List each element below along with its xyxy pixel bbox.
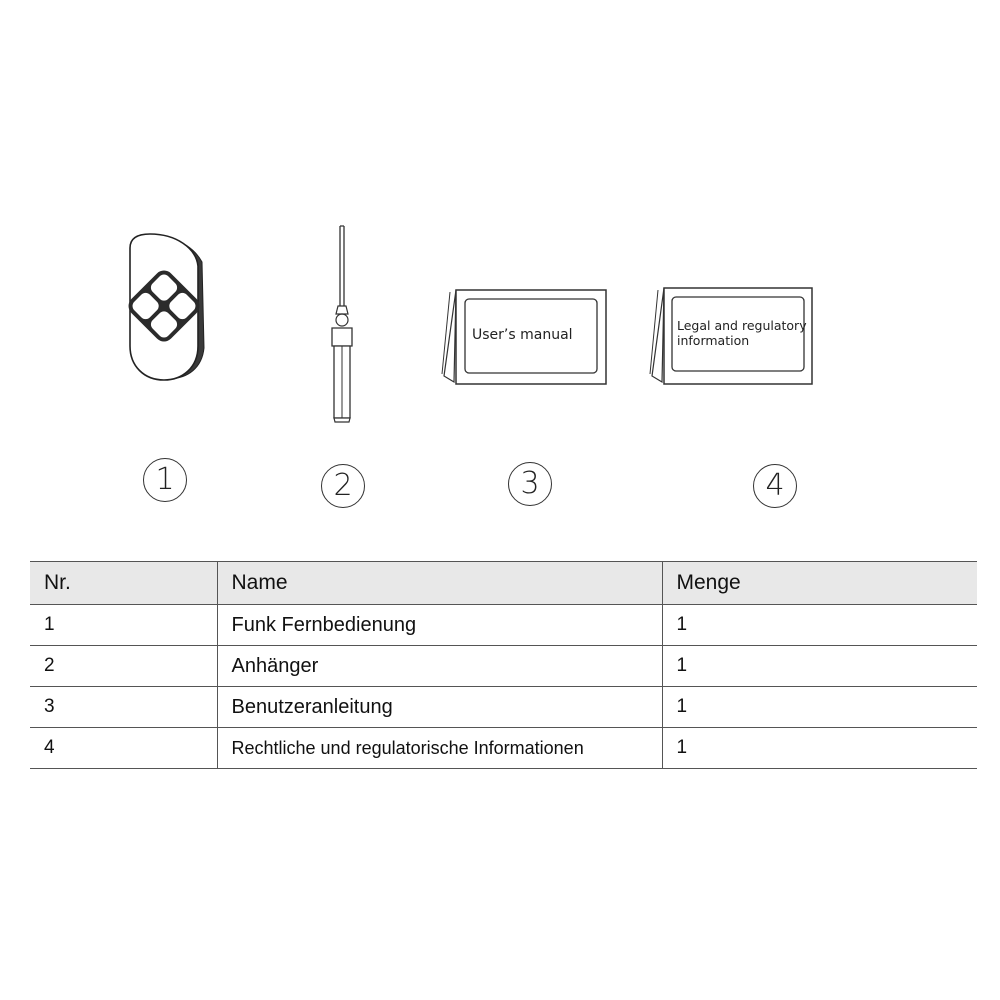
legal-info-booklet-text	[677, 318, 807, 348]
item-number-1: 1	[143, 458, 187, 502]
row-nr: 2	[30, 646, 217, 687]
column-header-nr: Nr.	[30, 562, 217, 605]
column-header-name: Name	[217, 562, 662, 605]
row-name: Anhänger	[217, 646, 662, 687]
row-qty: 1	[662, 605, 977, 646]
row-qty: 1	[662, 728, 977, 769]
item-number-3: 3	[508, 462, 552, 506]
column-header-qty: Menge	[662, 562, 977, 605]
row-nr: 1	[30, 605, 217, 646]
users-manual-booklet-text: User’s manual	[472, 327, 573, 343]
table-row	[30, 687, 977, 728]
row-name: Funk Fernbedienung	[217, 605, 662, 646]
legal-info-text-line1: Legal and regulatory	[677, 318, 807, 333]
row-name: Rechtliche und regulatorische Informationen	[217, 728, 662, 769]
item-number-2: 2	[321, 464, 365, 508]
remote-control-icon	[120, 228, 210, 386]
table-row	[30, 646, 977, 687]
package-contents-table	[30, 561, 977, 769]
table-header-row	[30, 562, 977, 605]
lanyard-icon	[318, 222, 368, 426]
row-qty: 1	[662, 646, 977, 687]
row-qty: 1	[662, 687, 977, 728]
row-name: Benutzeranleitung	[217, 687, 662, 728]
table-row	[30, 605, 977, 646]
row-nr: 4	[30, 728, 217, 769]
item-number-4: 4	[753, 464, 797, 508]
table-row	[30, 728, 977, 769]
legal-info-text-line2: information	[677, 333, 750, 348]
row-nr: 3	[30, 687, 217, 728]
